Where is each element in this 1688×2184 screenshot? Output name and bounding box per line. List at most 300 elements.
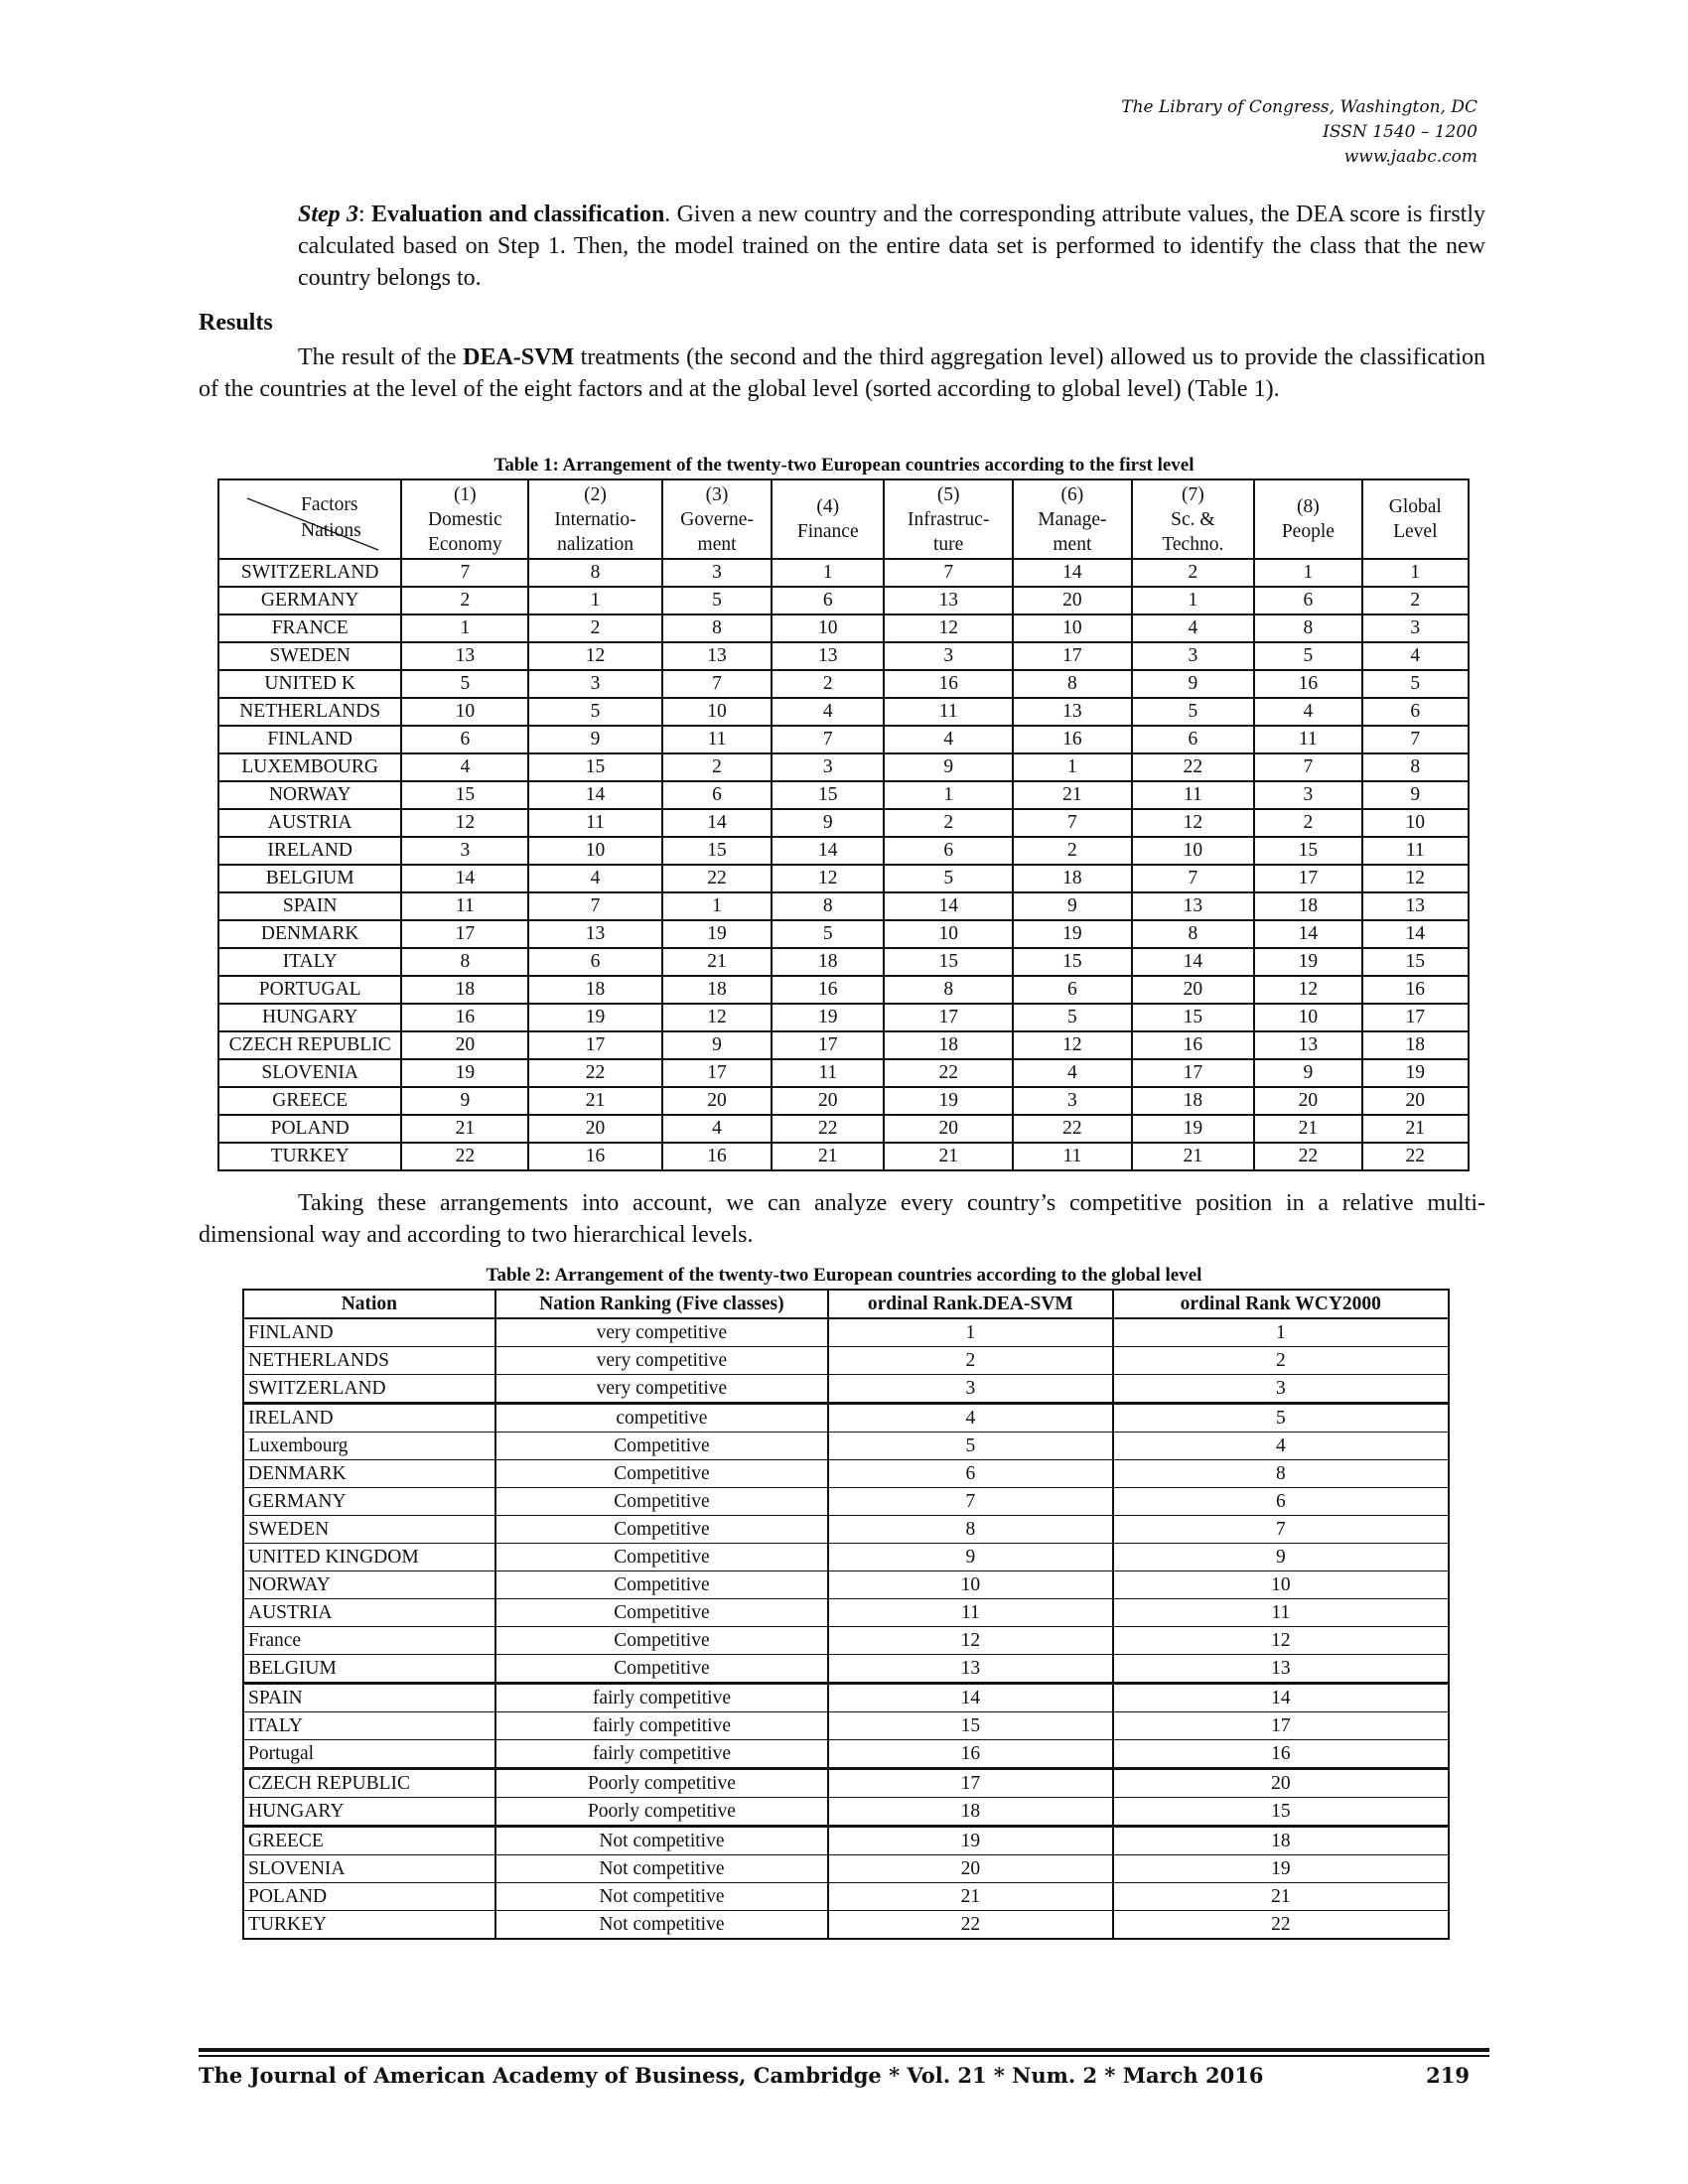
table2-row (243, 1488, 1449, 1516)
table1-header-line: Manage- (1038, 508, 1107, 530)
table1-rank-cell: 8 (401, 948, 528, 976)
table1-rank-cell: 4 (528, 865, 661, 892)
table1-rank-cell: 14 (772, 837, 884, 865)
table1-rank-cell: 20 (401, 1031, 528, 1059)
table1-rank-cell: 8 (1132, 920, 1255, 948)
table1-rank-cell: 14 (662, 809, 773, 837)
table1-rank-cell: 19 (1013, 920, 1131, 948)
table1-rank-cell: 1 (662, 892, 773, 920)
table1-nation-cell: IRELAND (218, 837, 401, 865)
table2-wcy-rank-cell: 15 (1113, 1798, 1449, 1827)
table1-rank-cell: 19 (884, 1087, 1013, 1115)
table2-row (243, 1883, 1449, 1911)
table1-header-line: Global (1388, 496, 1442, 517)
table2-nation-cell: TURKEY (243, 1911, 495, 1940)
table2-row (243, 1571, 1449, 1599)
table2-nation-cell: SWITZERLAND (243, 1375, 495, 1404)
table1-rank-cell: 21 (1013, 781, 1131, 809)
table1-rank-cell: 13 (1254, 1031, 1361, 1059)
table1-rank-cell: 9 (1362, 781, 1469, 809)
table2-class-cell: very competitive (495, 1318, 828, 1347)
table1-rank-cell: 12 (1362, 865, 1469, 892)
table1-rank-cell: 2 (401, 587, 528, 614)
table1-rank-cell: 1 (1254, 559, 1361, 587)
table1-rank-cell: 22 (1362, 1143, 1469, 1170)
table1-rank-cell: 19 (1254, 948, 1361, 976)
table1-rank-cell: 11 (1362, 837, 1469, 865)
table1-rank-cell: 20 (884, 1115, 1013, 1143)
table1-rank-cell: 20 (528, 1115, 661, 1143)
table1-rank-cell: 15 (1362, 948, 1469, 976)
table1-rank-cell: 14 (1132, 948, 1255, 976)
results-text-post: treatments (the second and the third aggregation level) allowed us to provide the classification of the countries at the level of the eight factors and at the global level (sorted according to global level) (Table 1). (199, 344, 1486, 402)
table1-nation-cell: FRANCE (218, 614, 401, 642)
table2-nation-cell: DENMARK (243, 1460, 495, 1488)
table2-row (243, 1798, 1449, 1827)
table1-header-cell (1362, 479, 1469, 559)
table1-rank-cell: 9 (772, 809, 884, 837)
table1-rank-cell: 11 (772, 1059, 884, 1087)
header-line-issn: ISSN 1540 – 1200 (1323, 122, 1477, 142)
table1-corner-cell (218, 479, 401, 559)
table1-row (218, 865, 1469, 892)
table1-rank-cell: 13 (772, 642, 884, 670)
table1-caption: Table 1: Arrangement of the twenty-two European countries according to the first level (493, 455, 1195, 476)
table1-rank-cell: 13 (528, 920, 661, 948)
table1-rank-cell: 12 (1254, 976, 1361, 1004)
table1-header-line: Level (1393, 521, 1438, 542)
table2-class-cell: very competitive (495, 1347, 828, 1375)
table1-header-cell (772, 479, 884, 559)
table1-rank-cell: 1 (884, 781, 1013, 809)
table1-rank-cell: 21 (1254, 1115, 1361, 1143)
table1-rank-cell: 20 (662, 1087, 773, 1115)
table1-rank-cell: 3 (401, 837, 528, 865)
table1-rank-cell: 15 (884, 948, 1013, 976)
table1-rank-cell: 6 (1254, 587, 1361, 614)
table2-row (243, 1740, 1449, 1769)
header-line-website: www.jaabc.com (1343, 147, 1477, 167)
table2-row (243, 1599, 1449, 1627)
table2-dea-rank-cell: 2 (828, 1347, 1113, 1375)
table1-header-cell (662, 479, 773, 559)
table1-rank-cell: 17 (662, 1059, 773, 1087)
table1-header-line: Sc. & (1171, 508, 1215, 530)
table1-rank-cell: 15 (1132, 1004, 1255, 1031)
table1-header-line: ture (933, 533, 964, 555)
table1-rank-cell: 17 (401, 920, 528, 948)
table2-header-row (243, 1290, 1449, 1318)
step3-colon: : (357, 202, 371, 227)
table1-rank-cell: 17 (1362, 1004, 1469, 1031)
table1-rank-cell: 5 (1362, 670, 1469, 698)
table1-nation-cell: AUSTRIA (218, 809, 401, 837)
table2-wcy-rank-cell: 7 (1113, 1516, 1449, 1544)
table1-row (218, 809, 1469, 837)
table1-rank-cell: 10 (401, 698, 528, 726)
table2-caption: Table 2: Arrangement of the twenty-two European countries according to the global level (486, 1265, 1202, 1286)
table1-rank-cell: 17 (1254, 865, 1361, 892)
table1-rank-cell: 9 (401, 1087, 528, 1115)
table2-row (243, 1684, 1449, 1712)
table1-rank-cell: 1 (401, 614, 528, 642)
table1-rank-cell: 9 (884, 753, 1013, 781)
table1-nation-cell: GREECE (218, 1087, 401, 1115)
table2-class-cell: Not competitive (495, 1883, 828, 1911)
table2-row (243, 1827, 1449, 1855)
table1-rank-cell: 11 (1254, 726, 1361, 753)
table1-rank-cell: 19 (1362, 1059, 1469, 1087)
table1-rank-cell: 4 (401, 753, 528, 781)
table1-row (218, 670, 1469, 698)
table1-rank-cell: 1 (1362, 559, 1469, 587)
table1-rank-cell: 3 (1362, 614, 1469, 642)
table1-rank-cell: 8 (528, 559, 661, 587)
table1-rank-cell: 5 (662, 587, 773, 614)
table2-class-cell: Not competitive (495, 1911, 828, 1940)
table1-nation-cell: SWITZERLAND (218, 559, 401, 587)
step3-text: . Given a new country and the corresponding attribute values, the DEA score is firstly calculated based on Step 1. Then, the model trained on the entire data set is performed to identify the class that the new country belongs to. (298, 202, 1486, 291)
table1-rank-cell: 3 (662, 559, 773, 587)
table1-rank-cell: 17 (884, 1004, 1013, 1031)
table1-header-line: Governe- (680, 508, 754, 530)
table1-rank-cell: 13 (662, 642, 773, 670)
table1-nation-cell: PORTUGAL (218, 976, 401, 1004)
table1-rank-cell: 19 (772, 1004, 884, 1031)
table1-rank-cell: 18 (1013, 865, 1131, 892)
table2-nation-cell: CZECH REPUBLIC (243, 1769, 495, 1798)
table2-dea-rank-cell: 22 (828, 1911, 1113, 1940)
footer-rule-thin (199, 2055, 1489, 2057)
table2-class-cell: Competitive (495, 1655, 828, 1684)
table1-row (218, 1031, 1469, 1059)
table1-header-line: (7) (1181, 483, 1204, 505)
table1-nation-cell: UNITED K (218, 670, 401, 698)
table1-header-cell (528, 479, 661, 559)
footer-rule-thick (199, 2048, 1489, 2052)
table1-header-line: (6) (1060, 483, 1084, 505)
table1-rank-cell: 19 (1132, 1115, 1255, 1143)
table2 (242, 1289, 1450, 1940)
table1-header-line: Domestic (427, 508, 502, 530)
table1-rank-cell: 2 (884, 809, 1013, 837)
table2-class-cell: Competitive (495, 1488, 828, 1516)
table1-rank-cell: 12 (772, 865, 884, 892)
table1-rank-cell: 18 (772, 948, 884, 976)
table1-rank-cell: 13 (1013, 698, 1131, 726)
table1-rank-cell: 7 (1132, 865, 1255, 892)
table1-rank-cell: 20 (1132, 976, 1255, 1004)
table1-rank-cell: 2 (662, 753, 773, 781)
table1-rank-cell: 17 (772, 1031, 884, 1059)
table2-dea-rank-cell: 21 (828, 1883, 1113, 1911)
analysis-paragraph: Taking these arrangements into account, we can analyze every country’s competitive position in a relative multi-dimensional way and according to two hierarchical levels. (199, 1190, 1485, 1248)
table1-nation-cell: SWEDEN (218, 642, 401, 670)
table2-nation-cell: SWEDEN (243, 1516, 495, 1544)
table2-class-cell: fairly competitive (495, 1740, 828, 1769)
table1-rank-cell: 19 (528, 1004, 661, 1031)
table1-nation-cell: TURKEY (218, 1143, 401, 1170)
table1-rank-cell: 20 (772, 1087, 884, 1115)
table2-row (243, 1375, 1449, 1404)
table1-rank-cell: 11 (1013, 1143, 1131, 1170)
table2-dea-rank-cell: 8 (828, 1516, 1113, 1544)
table1-rank-cell: 10 (884, 920, 1013, 948)
table1-rank-cell: 14 (1254, 920, 1361, 948)
table1-nation-cell: POLAND (218, 1115, 401, 1143)
table1-rank-cell: 8 (884, 976, 1013, 1004)
table1-row (218, 1004, 1469, 1031)
table1-rank-cell: 11 (662, 726, 773, 753)
table1-header-line: Infrastruc- (908, 508, 990, 530)
table1-rank-cell: 1 (528, 587, 661, 614)
table2-nation-cell: HUNGARY (243, 1798, 495, 1827)
table1-rank-cell: 21 (1132, 1143, 1255, 1170)
table2-wcy-rank-cell: 1 (1113, 1318, 1449, 1347)
table1-rank-cell: 9 (1013, 892, 1131, 920)
table1-rank-cell: 8 (1362, 753, 1469, 781)
table1-rank-cell: 9 (528, 726, 661, 753)
table1-rank-cell: 10 (1132, 837, 1255, 865)
table1-rank-cell: 15 (1254, 837, 1361, 865)
table2-dea-rank-cell: 3 (828, 1375, 1113, 1404)
table2-nation-cell: ITALY (243, 1712, 495, 1740)
table1-rank-cell: 18 (528, 976, 661, 1004)
table1-nation-cell: FINLAND (218, 726, 401, 753)
table2-row (243, 1911, 1449, 1940)
table1-nation-cell: ITALY (218, 948, 401, 976)
table1-rank-cell: 16 (884, 670, 1013, 698)
table2-wcy-rank-cell: 9 (1113, 1544, 1449, 1571)
table2-dea-rank-cell: 13 (828, 1655, 1113, 1684)
table2-header-cell: ordinal Rank.DEA-SVM (828, 1290, 1113, 1318)
table1-rank-cell: 22 (662, 865, 773, 892)
table2-wcy-rank-cell: 8 (1113, 1460, 1449, 1488)
table1-rank-cell: 18 (1362, 1031, 1469, 1059)
table1-rank-cell: 18 (884, 1031, 1013, 1059)
table2-dea-rank-cell: 9 (828, 1544, 1113, 1571)
table1-rank-cell: 12 (884, 614, 1013, 642)
table1-rank-cell: 10 (1013, 614, 1131, 642)
table1-nation-cell: NETHERLANDS (218, 698, 401, 726)
table1-row (218, 1059, 1469, 1087)
table1-header-line: (2) (584, 483, 607, 505)
table1-rank-cell: 8 (662, 614, 773, 642)
table1-rank-cell: 14 (528, 781, 661, 809)
table1-header-line: People (1281, 521, 1335, 542)
table2-nation-cell: BELGIUM (243, 1655, 495, 1684)
results-text-pre: The result of the (298, 344, 464, 370)
table1-rank-cell: 5 (772, 920, 884, 948)
table1-rank-cell: 14 (1362, 920, 1469, 948)
table2-nation-cell: AUSTRIA (243, 1599, 495, 1627)
table2-row (243, 1460, 1449, 1488)
table1-rank-cell: 15 (1013, 948, 1131, 976)
table1-rank-cell: 12 (662, 1004, 773, 1031)
table1-rank-cell: 10 (772, 614, 884, 642)
table1-row (218, 726, 1469, 753)
table1-row (218, 559, 1469, 587)
table1-rank-cell: 2 (772, 670, 884, 698)
table1-rank-cell: 7 (1254, 753, 1361, 781)
table1-rank-cell: 16 (772, 976, 884, 1004)
table1-row (218, 1143, 1469, 1170)
table1-nation-cell: CZECH REPUBLIC (218, 1031, 401, 1059)
table1-row (218, 587, 1469, 614)
table2-row (243, 1516, 1449, 1544)
table2-class-cell: Not competitive (495, 1827, 828, 1855)
table1-rank-cell: 3 (1013, 1087, 1131, 1115)
table1-row (218, 781, 1469, 809)
table1-nation-cell: NORWAY (218, 781, 401, 809)
table1-rank-cell: 15 (662, 837, 773, 865)
results-heading: Results (199, 310, 273, 336)
table1-rank-cell: 22 (884, 1059, 1013, 1087)
table1-header-line: ment (697, 533, 737, 555)
table1-header-cell (1132, 479, 1255, 559)
table2-class-cell: Poorly competitive (495, 1769, 828, 1798)
table1-header-cell (1013, 479, 1131, 559)
table1-rank-cell: 9 (1132, 670, 1255, 698)
table2-header-cell: ordinal Rank WCY2000 (1113, 1290, 1449, 1318)
table2-class-cell: Not competitive (495, 1855, 828, 1883)
table2-nation-cell: GREECE (243, 1827, 495, 1855)
footer-journal-citation: The Journal of American Academy of Business, Cambridge * Vol. 21 * Num. 2 * March 2016 (199, 2063, 1264, 2088)
table1-header-line: (3) (705, 483, 729, 505)
table1-rank-cell: 7 (884, 559, 1013, 587)
table1-rank-cell: 15 (528, 753, 661, 781)
table1-rank-cell: 3 (1132, 642, 1255, 670)
table1-rank-cell: 18 (662, 976, 773, 1004)
table1-rank-cell: 22 (401, 1143, 528, 1170)
table2-row (243, 1404, 1449, 1433)
table1-rank-cell: 20 (1362, 1087, 1469, 1115)
table2-nation-cell: FINLAND (243, 1318, 495, 1347)
table2-dea-rank-cell: 5 (828, 1433, 1113, 1460)
table1-rank-cell: 6 (528, 948, 661, 976)
table2-dea-rank-cell: 4 (828, 1404, 1113, 1433)
table1-rank-cell: 7 (662, 670, 773, 698)
table2-dea-rank-cell: 20 (828, 1855, 1113, 1883)
table1-row (218, 920, 1469, 948)
results-bold-term: DEA-SVM (463, 344, 575, 370)
table1-rank-cell: 20 (1013, 587, 1131, 614)
table1-rank-cell: 16 (1362, 976, 1469, 1004)
table1-rank-cell: 8 (772, 892, 884, 920)
table1-rank-cell: 16 (1254, 670, 1361, 698)
table1-rank-cell: 5 (1254, 642, 1361, 670)
table1-rank-cell: 4 (1254, 698, 1361, 726)
table2-wcy-rank-cell: 12 (1113, 1627, 1449, 1655)
table1-rank-cell: 5 (884, 865, 1013, 892)
table1-header-line: Techno. (1162, 533, 1224, 555)
table2-row (243, 1769, 1449, 1798)
table1-rank-cell: 6 (1132, 726, 1255, 753)
table2-class-cell: Competitive (495, 1460, 828, 1488)
table2-class-cell: Competitive (495, 1599, 828, 1627)
journal-footer (199, 2063, 1470, 2088)
table1-rank-cell: 10 (528, 837, 661, 865)
table1-rank-cell: 13 (1132, 892, 1255, 920)
table1-header-line: Internatio- (554, 508, 636, 530)
table1-header-line: (8) (1296, 496, 1320, 517)
table2-row (243, 1318, 1449, 1347)
table1-rank-cell: 7 (528, 892, 661, 920)
table2-dea-rank-cell: 10 (828, 1571, 1113, 1599)
table1-header-cell (1254, 479, 1361, 559)
table1-rank-cell: 22 (1254, 1143, 1361, 1170)
table1-rank-cell: 11 (528, 809, 661, 837)
table1-rank-cell: 6 (884, 837, 1013, 865)
table1-rank-cell: 2 (1013, 837, 1131, 865)
table2-wcy-rank-cell: 14 (1113, 1684, 1449, 1712)
header-line-library: The Library of Congress, Washington, DC (1121, 97, 1477, 117)
table2-wcy-rank-cell: 4 (1113, 1433, 1449, 1460)
table1-header-line: (1) (453, 483, 477, 505)
table1-row (218, 642, 1469, 670)
table1-rank-cell: 15 (401, 781, 528, 809)
table2-class-cell: Competitive (495, 1516, 828, 1544)
table1-rank-cell: 6 (1362, 698, 1469, 726)
table1-rank-cell: 17 (1013, 642, 1131, 670)
table2-class-cell: Competitive (495, 1544, 828, 1571)
table1-rank-cell: 4 (1362, 642, 1469, 670)
table2-nation-cell: POLAND (243, 1883, 495, 1911)
table2-nation-cell: GERMANY (243, 1488, 495, 1516)
table1-rank-cell: 13 (884, 587, 1013, 614)
table1-rank-cell: 16 (662, 1143, 773, 1170)
table1-header-line: nalization (557, 533, 633, 555)
table1-rank-cell: 11 (1132, 781, 1255, 809)
table2-nation-cell: NORWAY (243, 1571, 495, 1599)
table1-rank-cell: 6 (662, 781, 773, 809)
table1-rank-cell: 7 (772, 726, 884, 753)
table1-rank-cell: 13 (401, 642, 528, 670)
table1-rank-cell: 6 (401, 726, 528, 753)
table1-rank-cell: 22 (528, 1059, 661, 1087)
table2-dea-rank-cell: 16 (828, 1740, 1113, 1769)
table1-rank-cell: 9 (1254, 1059, 1361, 1087)
table1-row (218, 698, 1469, 726)
table1-row (218, 837, 1469, 865)
table2-wcy-rank-cell: 22 (1113, 1911, 1449, 1940)
table1-rank-cell: 3 (772, 753, 884, 781)
table1-rank-cell: 1 (1132, 587, 1255, 614)
table2-wcy-rank-cell: 13 (1113, 1655, 1449, 1684)
table1-rank-cell: 11 (401, 892, 528, 920)
table2-row (243, 1712, 1449, 1740)
table1-row (218, 976, 1469, 1004)
table2-row (243, 1855, 1449, 1883)
table2-dea-rank-cell: 7 (828, 1488, 1113, 1516)
table2-nation-cell: Luxembourg (243, 1433, 495, 1460)
table2-nation-cell: UNITED KINGDOM (243, 1544, 495, 1571)
table1-rank-cell: 12 (1013, 1031, 1131, 1059)
table1-rank-cell: 4 (884, 726, 1013, 753)
table1-nation-cell: DENMARK (218, 920, 401, 948)
table1-row (218, 892, 1469, 920)
table1-rank-cell: 2 (1362, 587, 1469, 614)
table1-rank-cell: 12 (401, 809, 528, 837)
table2-class-cell: Poorly competitive (495, 1798, 828, 1827)
table2-dea-rank-cell: 6 (828, 1460, 1113, 1488)
table1-rank-cell: 12 (1132, 809, 1255, 837)
table1-rank-cell: 7 (1362, 726, 1469, 753)
table1-header-row (218, 479, 1469, 559)
table2-wcy-rank-cell: 3 (1113, 1375, 1449, 1404)
table1-rank-cell: 14 (884, 892, 1013, 920)
table1-rank-cell: 17 (528, 1031, 661, 1059)
